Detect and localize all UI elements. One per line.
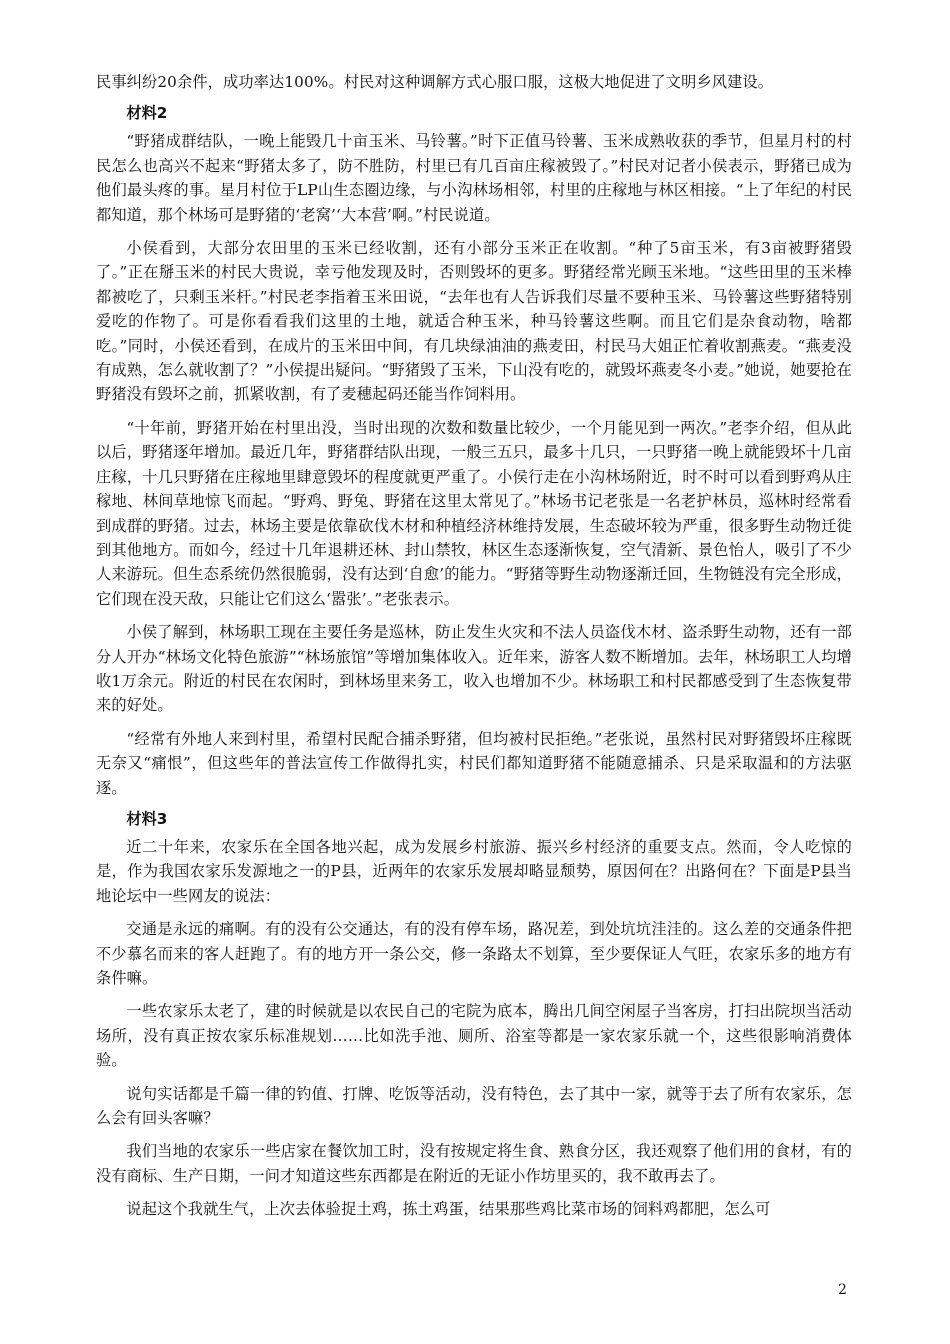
material-2-paragraph-5: “经常有外地人来到村里，希望村民配合捕杀野猪，但均被村民拒绝。”老张说，虽然村民对野猪毁坏庄稼既无奈又“痛恨”，但这些年的普法宣传工作做得扎实，村民们都知道野猪不能随意捕杀、只是采取温和的方法驱逐。: [96, 729, 852, 797]
material-3-paragraph-3: 一些农家乐太老了，建的时候就是以农民自己的宅院为底本，腾出几间空闲屋子当客房，打扫出院坝当活动场所，没有真正按农家乐标准规划……比如洗手池、厕所、浴室等都是一家农家乐就一个，这些很影响消费体验。: [96, 1002, 852, 1070]
paragraph-continued: 民事纠纷20余件，成功率达100%。村民对这种调解方式心服口服，这极大地促进了文明乡风建设。: [96, 73, 774, 91]
document-page: [96, 70, 852, 1222]
material-2-paragraph-4: 小侯了解到，林场职工现在主要任务是巡林，防止发生火灾和不法人员盗伐木材、盗杀野生动物，还有一部分人开办“林场文化特色旅游”“林场旅馆”等增加集体收入。近年来，游客人数不断增加。去年，林场职工人均增收1万余元。附近的村民在农闲时，到林场里来务工，收入也增加不少。林场职工和村民都感受到了生态恢复带来的好处。: [96, 623, 852, 715]
material-3-paragraph-6: 说起这个我就生气，上次去体验捉土鸡，拣土鸡蛋，结果那些鸡比菜市场的饲料鸡都肥，怎么可: [126, 1200, 771, 1219]
material-2-paragraph-1: “野猪成群结队，一晚上能毁几十亩玉米、马铃薯。”时下正值马铃薯、玉米成熟收获的季节，但星月村的村民怎么也高兴不起来“野猪太多了，防不胜防，村里已有几百亩庄稼被毁了。”村民对记者小侯表示，野猪已成为他们最头疼的事。星月村位于LP山生态圈边缘，与小沟林场相邻，村里的庄稼地与林区相接。“上了年纪的村民都知道，那个林场可是野猪的‘老窝’‘大本营’啊。”村民说道。: [96, 132, 852, 224]
material-2-paragraph-3: “十年前，野猪开始在村里出没，当时出现的次数和数量比较少，一个月能见到一两次。”老李介绍，但从此以后，野猪逐年增加。最近几年，野猪群结队出现，一般三五只，最多十几只，一只野猪一晚上就能毁坏十几亩庄稼，十几只野猪在庄稼地里肆意毁坏的程度就更严重了。小侯行走在小沟林场附近，时不时可以看到野鸡从庄稼地、林间草地惊飞而起。“野鸡、野兔、野猪在这里太常见了。”林场书记老张是一名老护林员，巡林时经常看到成群的野猪。过去，林场主要是依靠砍伐木材和种植经济林维持发展，生态破坏较为严重，很多野生动物迁徙到其他地方。而如今，经过十几年退耕还林、封山禁牧，林区生态逐渐恢复，空气清新、景色怡人，吸引了不少人来游玩。但生态系统仍然很脆弱，没有达到‘自愈’的能力。“野猪等野生动物逐渐迁回，生物链没有完全形成，它们现在没天敌，只能让它们这么‘嚣张’。”老张表示。: [96, 418, 852, 608]
material-3-paragraph-5: 我们当地的农家乐一些店家在餐饮加工时，没有按规定将生食、熟食分区，我还观察了他们用的食材，有的没有商标、生产日期，一问才知道这些东西都是在附近的无证小作坊里买的，我不敢再去了。: [96, 1142, 852, 1185]
section-heading-material-2: 材料2: [126, 104, 168, 123]
material-2-paragraph-2: 小侯看到，大部分农田里的玉米已经收割，还有小部分玉米正在收割。“种了5亩玉米，有3亩被野猪毁了。”正在掰玉米的村民大贵说，幸亏他发现及时，否则毁坏的更多。野猪经常光顾玉米地。“这些田里的玉米棒都被吃了，只剩玉米杆。”村民老李指着玉米田说，“去年也有人告诉我们尽量不要种玉米、马铃薯这些野猪特别爱吃的作物了。可是你看看我们这里的土地，就适合种玉米，种马铃薯这些啊。而且它们是杂食动物，啥都吃。”同时，小侯还看到，在成片的玉米田中间，有几块绿油油的燕麦田，村民马大姐正忙着收割燕麦。“燕麦没有成熟，怎么就收割了？”小侯提出疑问。“野猪毁了玉米，下山没有吃的，就毁坏燕麦冬小麦。”她说，她要抢在野猪没有毁坏之前，抓紧收割，有了麦穗起码还能当作饲料用。: [96, 239, 852, 404]
material-3-paragraph-2: 交通是永远的痛啊。有的没有公交通达，有的没有停车场，路况差，到处坑坑洼洼的。这么差的交通条件把不少慕名而来的客人赶跑了。有的地方开一条公交，修一条路太不划算，至少要保证人气旺，农家乐多的地方有条件嘛。: [96, 920, 852, 987]
material-3-paragraph-1: 近二十年来，农家乐在全国各地兴起，成为发展乡村旅游、振兴乡村经济的重要支点。然而，令人吃惊的是，作为我国农家乐发源地之一的P县，近两年的农家乐发展却略显颓势，原因何在？出路何在？下面是P县当地论坛中一些网友的说法：: [96, 837, 852, 905]
page-number: 2: [838, 1282, 847, 1298]
section-heading-material-3: 材料3: [126, 809, 168, 828]
material-3-paragraph-4: 说句实话都是千篇一律的钓值、打牌、吃饭等活动，没有特色，去了其中一家，就等于去了所有农家乐，怎么会有回头客嘛？: [96, 1084, 852, 1128]
